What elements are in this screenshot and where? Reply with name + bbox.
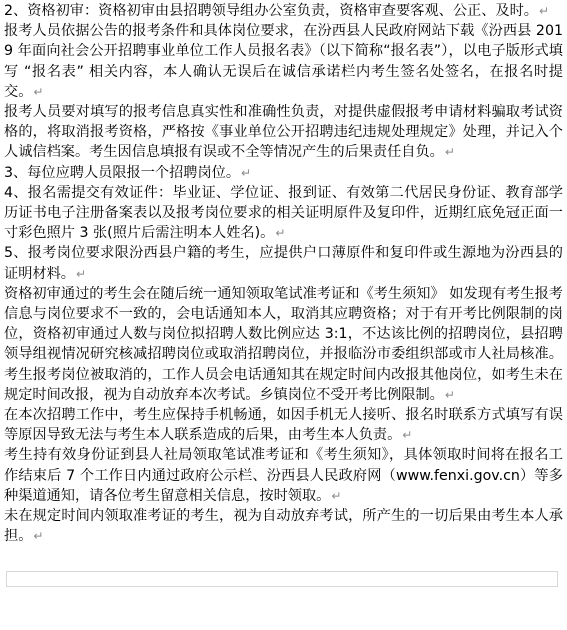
paragraph-forfeit-notice: [4, 506, 563, 546]
paragraph-text: 4、报名需提交有效证件：毕业证、学位证、报到证、有效第二代居民身份证、教育部学历证书电子注册备案表以及报考岗位要求的相关证明原件及复印件，近期红底免冠正面一寸彩色照片 3 张(照片后需注明本人姓名)。: [4, 184, 563, 242]
return-mark-icon: [330, 489, 341, 503]
return-mark-icon: [32, 85, 43, 99]
paragraph-text: 报考人员依据公告的报考条件和具体岗位要求，在汾西县人民政府网站下载《汾西县 2019 年面向社会公开招聘事业单位工作人员报名表》（以下简称“报名表”），以电子版形式填写 “报名表” 相关内容，本人确认无误后在诚信承诺栏内考生签名处签名，在报名时提交。: [4, 23, 563, 100]
return-mark-icon: [274, 226, 285, 240]
paragraph-text: 5、报考岗位要求限汾西县户籍的考生，应提供户口薄原件和复印件或生源地为汾西县的证明材料。: [4, 245, 563, 282]
paragraph-admission-ticket: [4, 445, 563, 506]
paragraph-applicant-responsibility: [4, 102, 563, 163]
return-mark-icon: [401, 428, 412, 442]
paragraph-qualification-review: [4, 1, 563, 21]
paragraph-text: 2、资格初审：资格初审由县招聘领导组办公室负责，资格审查要客观、公正、及时。: [4, 3, 538, 19]
paragraph-registration-form: [4, 21, 563, 102]
return-mark-icon: [444, 145, 455, 159]
paragraph-review-results: [4, 284, 563, 405]
paragraph-phone-contact: [4, 405, 563, 445]
return-mark-icon: [240, 166, 251, 180]
text-box-frame: [6, 571, 558, 587]
paragraph-household-registration: [4, 243, 563, 283]
paragraph-required-documents: [4, 183, 563, 244]
paragraph-text: 未在规定时间内领取准考证的考生，视为自动放弃考试，所产生的一切后果由考生本人承担。: [4, 508, 563, 545]
paragraph-text: 报考人员要对填写的报考信息真实性和准确性负责，对提供虚假报考申请材料骗取考试资格的，将取消报考资格，严格按《事业单位公开招聘违纪违规处理规定》处理，并记入个人诚信档案。考生因信息填报有误或不全等情况产生的后果责任自负。: [4, 104, 563, 161]
return-mark-icon: [538, 4, 549, 18]
paragraph-text: 3、每位应聘人员限报一个招聘岗位。: [4, 164, 241, 181]
paragraph-text: 资格初审通过的考生会在随后统一通知领取笔试准考证和《考生须知》 如发现有考生报考信息与岗位要求不一致的，会电话通知本人，取消其应聘资格；对于有开考比例限制的岗位，资格初审通过人数与岗位拟招聘人数比例应达 3:1，不达该比例的招聘岗位，县招聘领导组视情况研究核减招聘岗位或取消招聘岗位，并报临汾市委组织部或市人社局核准。考生报考岗位被取消的，工作人员会电话通知其在规定时间内改报其他岗位，如考生未在规定时间改报，视为自动放弃本次考试。乡镇岗位不受开考比例限制。: [4, 285, 563, 403]
paragraph-one-position: [4, 163, 563, 183]
paragraph-text: 在本次招聘工作中，考生应保持手机畅通，如因手机无人接听、报名时联系方式填写有误等原因导致无法与考生本人联系造成的后果，由考生本人负责。: [4, 407, 563, 444]
return-mark-icon: [32, 529, 43, 543]
paragraph-text: 考生持有效身份证到县人社局领取笔试准考证和《考生须知》，具体领取时间将在报名工作结束后 7 个工作日内通过政府公示栏、汾西县人民政府网（www.fenxi.gov.cn）等多种渠道通知，请各位考生留意相关信息，按时领取。: [4, 447, 563, 504]
return-mark-icon: [444, 388, 455, 402]
return-mark-icon: [75, 267, 86, 281]
